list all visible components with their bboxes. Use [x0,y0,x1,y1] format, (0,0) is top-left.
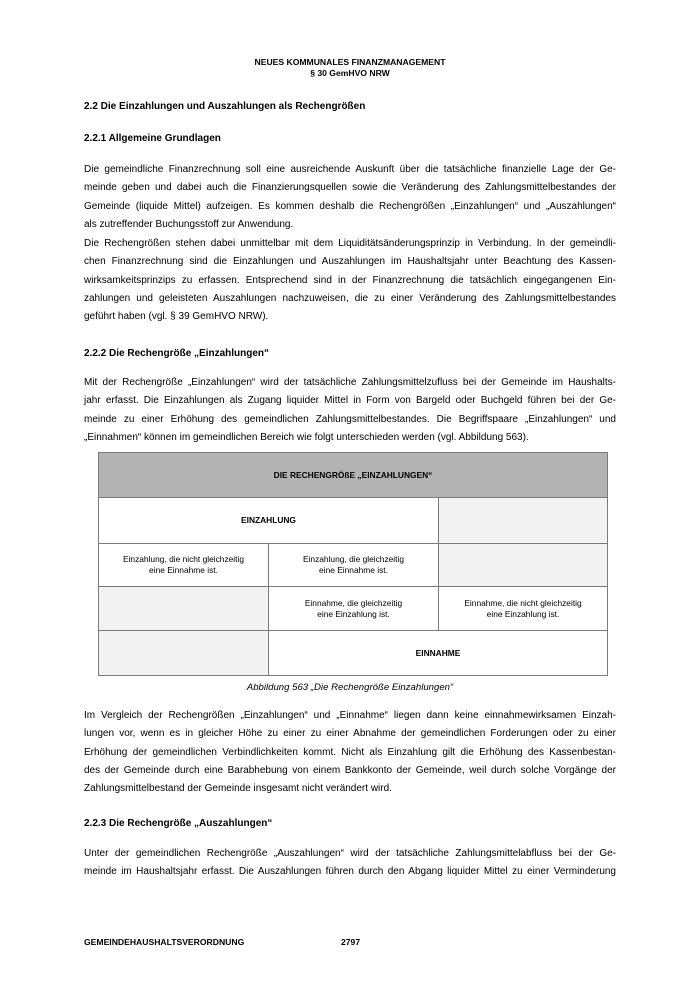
empty-cell [439,498,608,544]
page-header [0,57,700,79]
cell-text: Einzahlung, die gleichzeitig [302,554,405,564]
einzahlung-label: EINZAHLUNG [99,498,439,544]
cell-text: Einnahme, die gleichzeitig [304,597,403,608]
cell-text: eine Einnahme ist. [319,565,388,575]
text-line: als zutreffender Buchungsstoff zur Anwendung. [84,218,294,230]
paragraph-2-2-2-b [84,707,616,798]
cell-einzahlung-nicht-einnahme [99,544,269,587]
cell-text: Einnahme, die nicht gleichzeitig [464,597,582,608]
empty-cell [439,544,608,587]
text-line: lungen vor, wenn es in gleicher Höhe zu einer zu einer Abnahme der gemeindlichen Forderungen oder zu einer [84,728,616,740]
text-line: Zahlungsmittelbestand der Gemeinde insgesamt nicht verändert wird. [84,783,392,795]
empty-cell [99,587,269,631]
cell-text: eine Einnahme ist. [149,565,218,575]
text-line: „Einnahmen“ können im gemeindlichen Bereich wie folgt unterschieden werden (vgl. Abbildung 563). [84,431,529,443]
text-line: Unter der gemeindlichen Rechengröße „Auszahlungen“ wird der tatsächliche Zahlungsmittelabfluss bei der Ge- [84,848,616,859]
diagram-title: DIE RECHENGRÖßE „EINZAHLUNGEN“ [99,453,608,498]
cell-text: eine Einzahlung ist. [486,608,560,619]
header-title: NEUES KOMMUNALES FINANZMANAGEMENT [254,57,446,67]
cell-einzahlung-einnahme [269,544,439,587]
text-line: Die Rechengrößen stehen dabei unmittelbar mit dem Liquiditätsänderungsprinzip in Verbindung. In der gemeindli- [84,238,616,249]
cell-text: Einzahlung, die nicht gleichzeitig [122,554,245,564]
text-line: des der Gemeinde durch eine Barabhebung von einem Bankkonto der Gemeinde, weil durch solche Vorgänge der [84,764,616,776]
header-subtitle: § 30 GemHVO NRW [310,68,390,78]
paragraph-2-2-2-a [84,374,616,447]
page-number: 2797 [341,937,361,947]
text-line: meinde geben und dabei auch die Finanzierungsquellen sowie die Veränderung des Zahlungsmittelbestandes der [84,182,616,194]
text-line: Mit der Rechengröße „Einzahlungen“ wird der tatsächliche Zahlungsmittelzufluss bei der Gemeinde im Haushalts- [84,377,616,388]
text-line: meinde im Haushaltsjahr erfasst. Die Auszahlungen führen durch den Abgang liquider Mittel zu einer Verminderung [84,866,616,878]
figure-caption: Abbildung 563 „Die Rechengröße Einzahlungen“ [246,682,454,693]
text-line: wirksamkeitsprinzips zu erfassen. Entsprechend sind in der Finanzrechnung die tatsächlich eingegangenen Ein- [84,274,616,286]
text-line: Die gemeindliche Finanzrechnung soll eine ausreichende Auskunft über die tatsächliche finanzielle Lage der Ge- [84,164,616,175]
paragraph-2-2-1-a [84,161,616,234]
cell-einnahme-einzahlung [269,587,439,631]
text-line: jahr erfasst. Die Einzahlungen als Zugang liquider Mittel in Form von Bargeld oder Buchgeld führen bei der Ge- [84,395,616,407]
text-line: chen Finanzrechnung sind die Einzahlungen und Auszahlungen im Haushaltsjahr unter Beachtung des Kassen- [84,256,616,268]
heading-2-2-3: 2.2.3 Die Rechengröße „Auszahlungen“ [84,818,273,829]
heading-2-2: 2.2 Die Einzahlungen und Auszahlungen als Rechengrößen [84,101,366,112]
text-line: geführt haben (vgl. § 39 GemHVO NRW). [84,311,269,323]
figure-563-diagram [98,452,608,676]
text-line: zahlungen und geleisteten Auszahlungen nachzuweisen, die zu einer Veränderung des Zahlungsmittelbestandes [84,292,616,304]
heading-2-2-1: 2.2.1 Allgemeine Grundlagen [84,133,221,144]
cell-einnahme-nicht-einzahlung [439,587,608,631]
text-line: Erhöhung der gemeindlichen Verbindlichkeiten kommt. Nicht als Einzahlung gilt die Erhöhung des Kassenbestan- [84,746,616,758]
text-line: Gemeinde (liquide Mittel) aufzeigen. Es kommen deshalb die Rechengrößen „Einzahlungen“ und „Auszahlungen“ [84,200,616,212]
heading-2-2-2: 2.2.2 Die Rechengröße „Einzahlungen“ [84,348,270,359]
paragraph-2-2-3-a [84,845,616,882]
text-line: Im Vergleich der Rechengrößen „Einzahlungen“ und „Einnahme“ liegen dann keine einnahmewirksamen Einzah- [84,710,616,721]
cell-text: eine Einzahlung ist. [317,608,390,619]
paragraph-2-2-1-b [84,235,616,326]
empty-cell [99,631,269,676]
text-line: meinde zu einer Erhöhung des gemeindlichen Zahlungsmittelbestandes. Die Begriffspaare „Einzahlungen“ und [84,413,616,425]
footer-title: GEMEINDEHAUSHALTSVERORDNUNG [84,937,245,947]
einnahme-label: EINNAHME [269,631,608,676]
